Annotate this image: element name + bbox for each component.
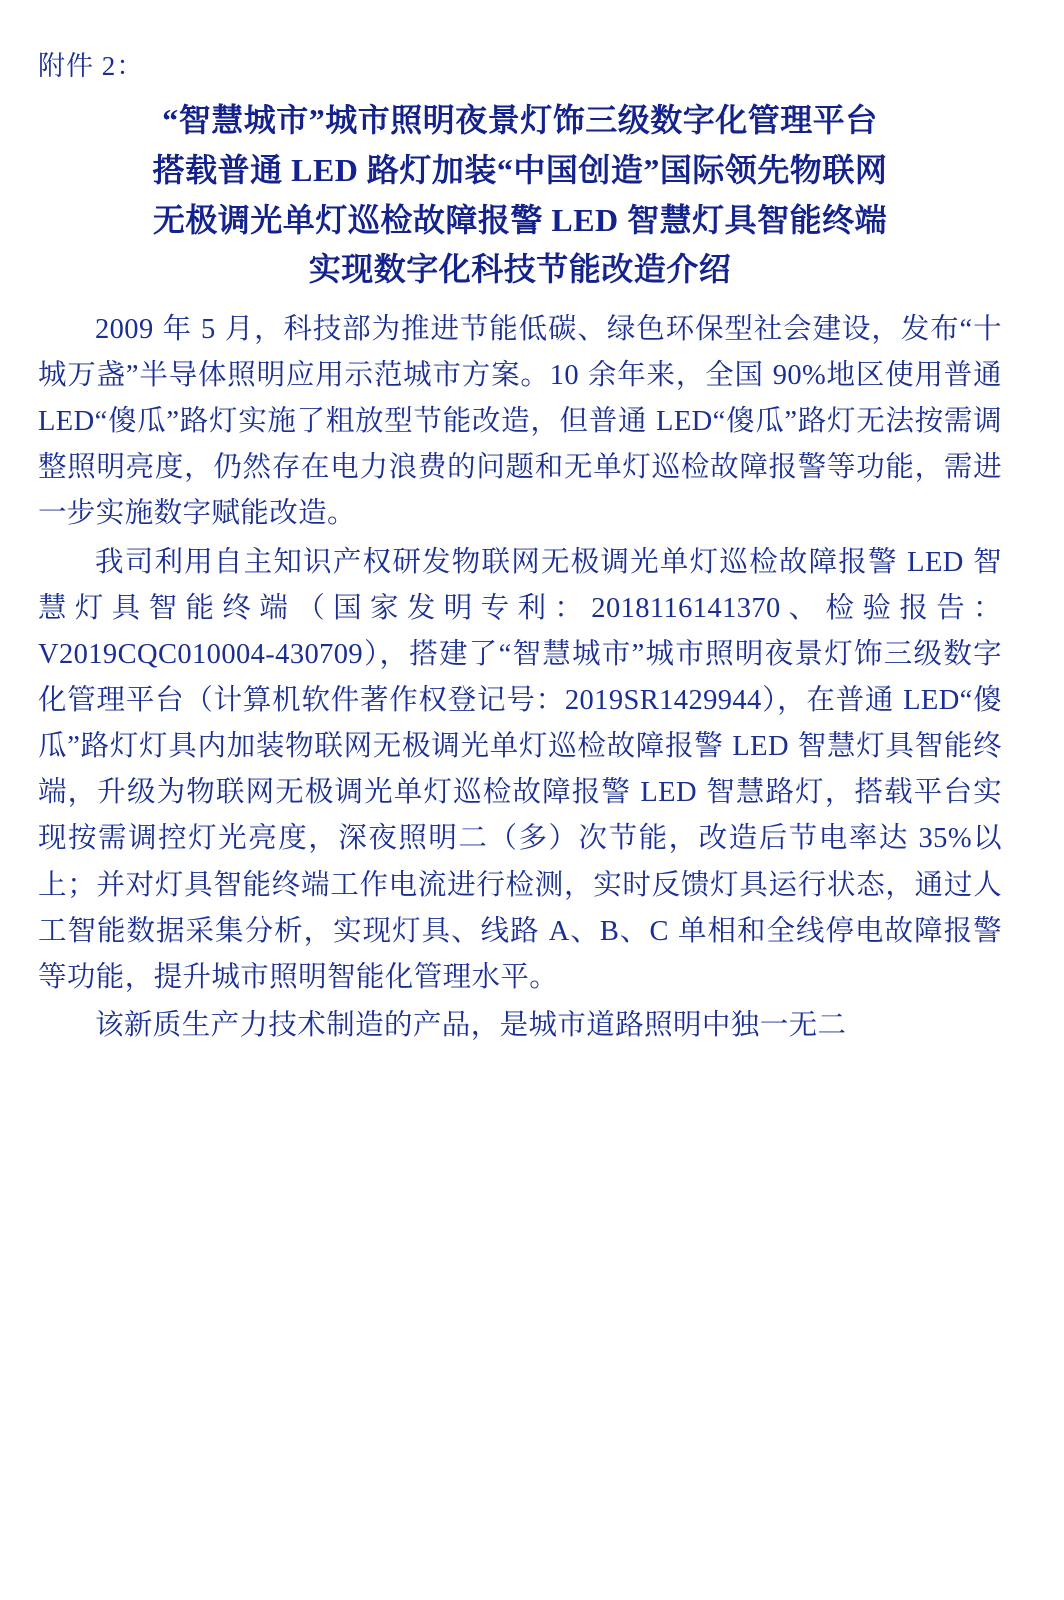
paragraph-3: 该新质生产力技术制造的产品，是城市道路照明中独一无二 [95, 1010, 847, 1042]
document-body [38, 307, 1002, 1050]
page-title [38, 96, 1002, 294]
paragraph-2: 我司利用自主知识产权研发物联网无极调光单灯巡检故障报警 LED 智慧灯具智能终端（国家发明专利：2018116141370、检验报告：V2019CQC010004-430709），搭建了“智慧城市”城市照明夜景灯饰三级数字化管理平台（计算机软件著作权登记号：2019SR1429944），在普通 LED“傻瓜”路灯灯具内加装物联网无极调光单灯巡检故障报警 LED 智慧灯具智能终端，升级为物联网无极调光单灯巡检故障报警 LED 智慧路灯，搭载平台实现按需调控灯光亮度，深夜照明二（多）次节能，改造后节电率达 35%以上；并对灯具智能终端工作电流进行检测，实时反馈灯具运行状态，通过人工智能数据采集分析，实现灯具、线路 A、B、C 单相和全线停电故障报警等功能，提升城市照明智能化管理水平。 [38, 546, 1002, 993]
title-line-1: “智慧城市”城市照明夜景灯饰三级数字化管理平台 [162, 102, 878, 139]
attachment-label: 附件 2： [38, 51, 145, 81]
title-line-2: 搭载普通 LED 路灯加装“中国创造”国际领先物联网 [152, 151, 888, 188]
title-line-4: 实现数字化科技节能改造介绍 [308, 251, 732, 288]
paragraph-1: 2009 年 5 月，科技部为推进节能低碳、绿色环保型社会建设，发布“十城万盏”半导体照明应用示范城市方案。10 余年来，全国 90%地区使用普通 LED“傻瓜”路灯实施了粗放型节能改造，但普通 LED“傻瓜”路灯无法按需调整照明亮度，仍然存在电力浪费的问题和无单灯巡检故障报警等功能，需进一步实施数字赋能改造。 [38, 313, 1002, 530]
title-line-3: 无极调光单灯巡检故障报警 LED 智慧灯具智能终端 [152, 201, 888, 238]
